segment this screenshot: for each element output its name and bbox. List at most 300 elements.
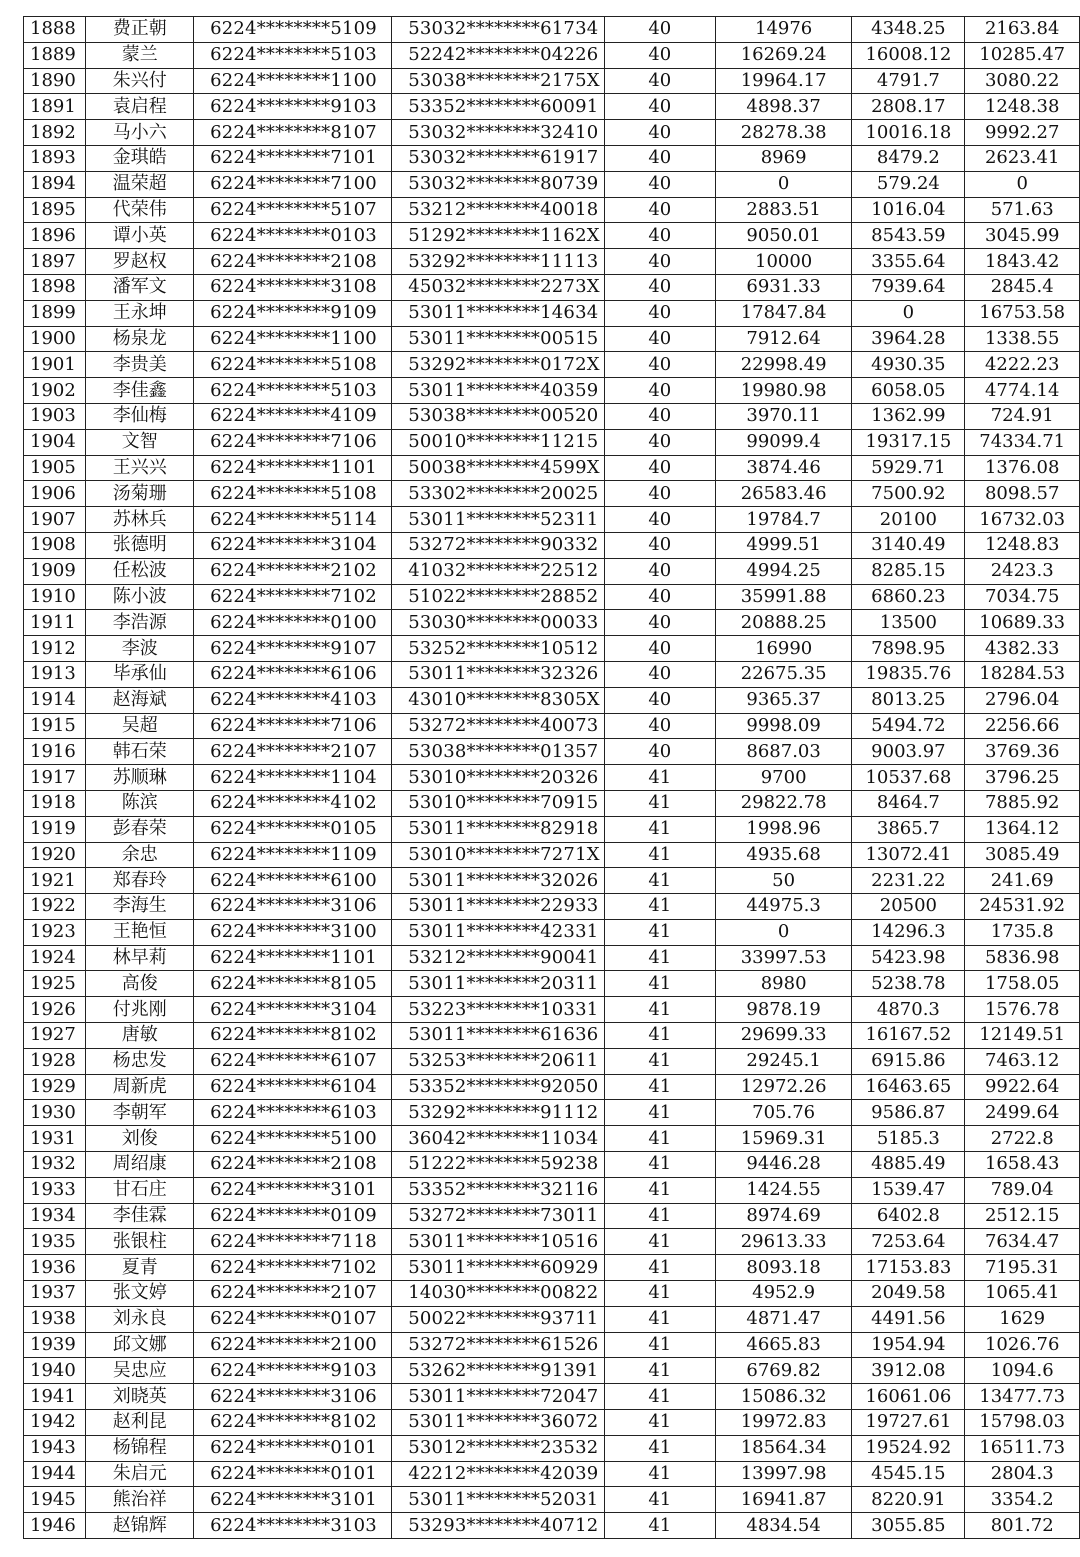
table-row (24, 1281, 1080, 1307)
cell-row-number: 1934 (24, 1203, 86, 1229)
cell-bank-card: 6224********2107 (194, 739, 392, 765)
cell-id-number: 53010********7271X (392, 842, 604, 868)
cell-group: 40 (604, 584, 715, 610)
cell-group: 40 (604, 429, 715, 455)
cell-name: 陈小波 (86, 584, 194, 610)
cell-row-number: 1923 (24, 919, 86, 945)
cell-group: 40 (604, 636, 715, 662)
cell-row-number: 1898 (24, 274, 86, 300)
table-row (24, 1048, 1080, 1074)
cell-group: 40 (604, 94, 715, 120)
cell-value-1: 16941.87 (715, 1487, 852, 1513)
cell-name: 蒙兰 (86, 42, 194, 68)
cell-value-3: 1248.38 (965, 94, 1080, 120)
cell-value-2: 4791.7 (852, 68, 965, 94)
cell-value-1: 22675.35 (715, 661, 852, 687)
cell-group: 40 (604, 558, 715, 584)
cell-name: 李佳霖 (86, 1203, 194, 1229)
cell-value-2: 16167.52 (852, 1023, 965, 1049)
cell-id-number: 53292********11113 (392, 249, 604, 275)
cell-name: 邱文娜 (86, 1332, 194, 1358)
cell-bank-card: 6224********7102 (194, 1255, 392, 1281)
cell-value-1: 16990 (715, 636, 852, 662)
cell-row-number: 1945 (24, 1487, 86, 1513)
cell-value-3: 74334.71 (965, 429, 1080, 455)
table-row (24, 1229, 1080, 1255)
cell-value-3: 24531.92 (965, 894, 1080, 920)
table-row (24, 1255, 1080, 1281)
cell-id-number: 53272********40073 (392, 713, 604, 739)
cell-name: 代荣伟 (86, 197, 194, 223)
cell-bank-card: 6224********0107 (194, 1306, 392, 1332)
cell-name: 张文婷 (86, 1281, 194, 1307)
cell-id-number: 36042********11034 (392, 1126, 604, 1152)
cell-row-number: 1896 (24, 223, 86, 249)
cell-bank-card: 6224********1101 (194, 455, 392, 481)
cell-name: 杨忠发 (86, 1048, 194, 1074)
cell-value-1: 33997.53 (715, 945, 852, 971)
table-row (24, 403, 1080, 429)
cell-group: 40 (604, 197, 715, 223)
cell-value-2: 8285.15 (852, 558, 965, 584)
cell-name: 杨锦程 (86, 1435, 194, 1461)
table-row (24, 532, 1080, 558)
table-row (24, 1203, 1080, 1229)
cell-value-1: 3874.46 (715, 455, 852, 481)
cell-id-number: 53272********61526 (392, 1332, 604, 1358)
cell-group: 40 (604, 17, 715, 43)
table-row (24, 326, 1080, 352)
cell-id-number: 51222********59238 (392, 1152, 604, 1178)
cell-name: 刘俊 (86, 1126, 194, 1152)
cell-value-2: 7500.92 (852, 481, 965, 507)
cell-bank-card: 6224********0101 (194, 1461, 392, 1487)
cell-id-number: 52242********04226 (392, 42, 604, 68)
cell-value-1: 13997.98 (715, 1461, 852, 1487)
table-body (24, 17, 1080, 1539)
cell-value-1: 8687.03 (715, 739, 852, 765)
cell-value-1: 9878.19 (715, 997, 852, 1023)
cell-group: 41 (604, 790, 715, 816)
cell-name: 李朝军 (86, 1100, 194, 1126)
cell-value-1: 26583.46 (715, 481, 852, 507)
table-row (24, 429, 1080, 455)
cell-row-number: 1924 (24, 945, 86, 971)
cell-value-1: 4871.47 (715, 1306, 852, 1332)
cell-value-3: 801.72 (965, 1513, 1080, 1539)
table-row (24, 378, 1080, 404)
cell-name: 王兴兴 (86, 455, 194, 481)
cell-value-3: 10689.33 (965, 610, 1080, 636)
cell-bank-card: 6224********9107 (194, 636, 392, 662)
table-row (24, 765, 1080, 791)
cell-value-2: 19317.15 (852, 429, 965, 455)
cell-value-2: 2808.17 (852, 94, 965, 120)
cell-value-2: 3912.08 (852, 1358, 965, 1384)
cell-bank-card: 6224********3106 (194, 1384, 392, 1410)
cell-id-number: 53252********10512 (392, 636, 604, 662)
table-row (24, 1152, 1080, 1178)
cell-value-2: 5238.78 (852, 971, 965, 997)
cell-row-number: 1909 (24, 558, 86, 584)
cell-value-1: 705.76 (715, 1100, 852, 1126)
table-row (24, 300, 1080, 326)
cell-group: 41 (604, 945, 715, 971)
cell-value-2: 7253.64 (852, 1229, 965, 1255)
table-row (24, 610, 1080, 636)
cell-bank-card: 6224********2100 (194, 1332, 392, 1358)
data-table (23, 16, 1080, 1539)
cell-id-number: 50010********11215 (392, 429, 604, 455)
cell-value-3: 2423.3 (965, 558, 1080, 584)
cell-value-3: 2845.4 (965, 274, 1080, 300)
table-row (24, 455, 1080, 481)
cell-group: 40 (604, 739, 715, 765)
cell-value-2: 14296.3 (852, 919, 965, 945)
cell-bank-card: 6224********1100 (194, 326, 392, 352)
cell-id-number: 53223********10331 (392, 997, 604, 1023)
cell-row-number: 1905 (24, 455, 86, 481)
cell-row-number: 1927 (24, 1023, 86, 1049)
cell-name: 郑春玲 (86, 868, 194, 894)
cell-value-1: 10000 (715, 249, 852, 275)
cell-value-1: 29245.1 (715, 1048, 852, 1074)
cell-group: 41 (604, 1332, 715, 1358)
cell-name: 唐敏 (86, 1023, 194, 1049)
cell-value-2: 8013.25 (852, 687, 965, 713)
cell-bank-card: 6224********3101 (194, 1487, 392, 1513)
cell-value-1: 4834.54 (715, 1513, 852, 1539)
cell-value-3: 789.04 (965, 1177, 1080, 1203)
cell-row-number: 1931 (24, 1126, 86, 1152)
table-row (24, 636, 1080, 662)
cell-value-1: 29822.78 (715, 790, 852, 816)
cell-bank-card: 6224********9103 (194, 1358, 392, 1384)
cell-value-1: 9446.28 (715, 1152, 852, 1178)
cell-bank-card: 6224********2108 (194, 1152, 392, 1178)
cell-id-number: 41032********22512 (392, 558, 604, 584)
cell-value-3: 1065.41 (965, 1281, 1080, 1307)
cell-value-3: 18284.53 (965, 661, 1080, 687)
cell-value-3: 1843.42 (965, 249, 1080, 275)
cell-row-number: 1930 (24, 1100, 86, 1126)
cell-group: 41 (604, 842, 715, 868)
cell-bank-card: 6224********2108 (194, 249, 392, 275)
cell-name: 韩石荣 (86, 739, 194, 765)
cell-group: 40 (604, 661, 715, 687)
cell-id-number: 53010********70915 (392, 790, 604, 816)
cell-row-number: 1917 (24, 765, 86, 791)
cell-id-number: 53011********14634 (392, 300, 604, 326)
cell-group: 41 (604, 1306, 715, 1332)
cell-value-2: 3355.64 (852, 249, 965, 275)
cell-bank-card: 6224********0103 (194, 223, 392, 249)
cell-id-number: 53032********61917 (392, 145, 604, 171)
table-row (24, 997, 1080, 1023)
cell-value-3: 0 (965, 171, 1080, 197)
cell-group: 40 (604, 687, 715, 713)
cell-bank-card: 6224********3104 (194, 532, 392, 558)
cell-group: 40 (604, 249, 715, 275)
cell-value-1: 8980 (715, 971, 852, 997)
table-row (24, 661, 1080, 687)
cell-row-number: 1908 (24, 532, 86, 558)
table-row (24, 945, 1080, 971)
cell-value-1: 9050.01 (715, 223, 852, 249)
cell-row-number: 1933 (24, 1177, 86, 1203)
cell-name: 张银柱 (86, 1229, 194, 1255)
cell-value-2: 1539.47 (852, 1177, 965, 1203)
table-row (24, 223, 1080, 249)
cell-bank-card: 6224********5107 (194, 197, 392, 223)
table-row (24, 249, 1080, 275)
cell-value-2: 10537.68 (852, 765, 965, 791)
cell-value-3: 1248.83 (965, 532, 1080, 558)
cell-name: 袁启程 (86, 94, 194, 120)
cell-name: 王艳恒 (86, 919, 194, 945)
cell-value-3: 16732.03 (965, 507, 1080, 533)
cell-id-number: 53302********20025 (392, 481, 604, 507)
cell-row-number: 1892 (24, 120, 86, 146)
cell-bank-card: 6224********3106 (194, 894, 392, 920)
cell-id-number: 53011********00515 (392, 326, 604, 352)
cell-value-1: 2883.51 (715, 197, 852, 223)
cell-value-2: 8464.7 (852, 790, 965, 816)
cell-group: 40 (604, 145, 715, 171)
cell-group: 41 (604, 1048, 715, 1074)
cell-value-3: 1094.6 (965, 1358, 1080, 1384)
cell-value-2: 7939.64 (852, 274, 965, 300)
cell-id-number: 53011********82918 (392, 816, 604, 842)
cell-bank-card: 6224********6103 (194, 1100, 392, 1126)
cell-id-number: 53011********72047 (392, 1384, 604, 1410)
cell-value-3: 3354.2 (965, 1487, 1080, 1513)
table-row (24, 481, 1080, 507)
cell-bank-card: 6224********1109 (194, 842, 392, 868)
cell-value-2: 6860.23 (852, 584, 965, 610)
cell-group: 40 (604, 455, 715, 481)
cell-group: 41 (604, 1203, 715, 1229)
cell-bank-card: 6224********4103 (194, 687, 392, 713)
cell-value-2: 19727.61 (852, 1410, 965, 1436)
cell-group: 40 (604, 713, 715, 739)
cell-bank-card: 6224********2107 (194, 1281, 392, 1307)
cell-id-number: 53011********42331 (392, 919, 604, 945)
table-row (24, 507, 1080, 533)
cell-bank-card: 6224********4102 (194, 790, 392, 816)
cell-row-number: 1943 (24, 1435, 86, 1461)
table-row (24, 713, 1080, 739)
cell-group: 40 (604, 378, 715, 404)
cell-id-number: 53011********32026 (392, 868, 604, 894)
table-row (24, 1461, 1080, 1487)
cell-bank-card: 6224********8102 (194, 1023, 392, 1049)
cell-name: 吴忠应 (86, 1358, 194, 1384)
cell-value-1: 4935.68 (715, 842, 852, 868)
cell-group: 41 (604, 919, 715, 945)
cell-id-number: 53011********40359 (392, 378, 604, 404)
cell-value-3: 16511.73 (965, 1435, 1080, 1461)
cell-value-1: 20888.25 (715, 610, 852, 636)
cell-id-number: 53262********91391 (392, 1358, 604, 1384)
cell-row-number: 1946 (24, 1513, 86, 1539)
cell-value-1: 6769.82 (715, 1358, 852, 1384)
cell-value-1: 1998.96 (715, 816, 852, 842)
cell-bank-card: 6224********6107 (194, 1048, 392, 1074)
cell-group: 41 (604, 816, 715, 842)
cell-group: 41 (604, 1023, 715, 1049)
cell-group: 41 (604, 971, 715, 997)
cell-value-2: 4491.56 (852, 1306, 965, 1332)
cell-name: 陈滨 (86, 790, 194, 816)
cell-value-1: 18564.34 (715, 1435, 852, 1461)
cell-id-number: 53010********20326 (392, 765, 604, 791)
cell-value-2: 16463.65 (852, 1074, 965, 1100)
cell-name: 赵锦辉 (86, 1513, 194, 1539)
cell-value-3: 1758.05 (965, 971, 1080, 997)
cell-id-number: 53011********60929 (392, 1255, 604, 1281)
cell-name: 李仙梅 (86, 403, 194, 429)
cell-id-number: 53038********00520 (392, 403, 604, 429)
cell-value-1: 12972.26 (715, 1074, 852, 1100)
cell-name: 潘军文 (86, 274, 194, 300)
cell-name: 文智 (86, 429, 194, 455)
cell-name: 赵海斌 (86, 687, 194, 713)
cell-group: 41 (604, 1255, 715, 1281)
cell-value-1: 4994.25 (715, 558, 852, 584)
cell-row-number: 1922 (24, 894, 86, 920)
cell-value-1: 6931.33 (715, 274, 852, 300)
cell-row-number: 1941 (24, 1384, 86, 1410)
cell-name: 周新虎 (86, 1074, 194, 1100)
cell-value-2: 9586.87 (852, 1100, 965, 1126)
cell-value-1: 1424.55 (715, 1177, 852, 1203)
cell-value-3: 4382.33 (965, 636, 1080, 662)
cell-value-2: 13500 (852, 610, 965, 636)
cell-value-2: 5185.3 (852, 1126, 965, 1152)
cell-value-1: 14976 (715, 17, 852, 43)
cell-bank-card: 6224********8102 (194, 1410, 392, 1436)
cell-row-number: 1911 (24, 610, 86, 636)
cell-value-1: 35991.88 (715, 584, 852, 610)
cell-row-number: 1920 (24, 842, 86, 868)
cell-value-2: 8543.59 (852, 223, 965, 249)
cell-row-number: 1935 (24, 1229, 86, 1255)
cell-value-3: 3080.22 (965, 68, 1080, 94)
cell-value-3: 3045.99 (965, 223, 1080, 249)
table-row (24, 971, 1080, 997)
table-row (24, 274, 1080, 300)
cell-value-2: 5494.72 (852, 713, 965, 739)
cell-group: 41 (604, 1152, 715, 1178)
cell-group: 41 (604, 1229, 715, 1255)
cell-value-3: 10285.47 (965, 42, 1080, 68)
cell-bank-card: 6224********6104 (194, 1074, 392, 1100)
cell-row-number: 1902 (24, 378, 86, 404)
cell-bank-card: 6224********7106 (194, 429, 392, 455)
cell-bank-card: 6224********5100 (194, 1126, 392, 1152)
cell-id-number: 43010********8305X (392, 687, 604, 713)
cell-bank-card: 6224********7101 (194, 145, 392, 171)
cell-bank-card: 6224********5103 (194, 378, 392, 404)
cell-bank-card: 6224********3108 (194, 274, 392, 300)
cell-name: 张德明 (86, 532, 194, 558)
table-row (24, 1410, 1080, 1436)
cell-name: 朱启元 (86, 1461, 194, 1487)
cell-value-2: 9003.97 (852, 739, 965, 765)
cell-bank-card: 6224********5108 (194, 481, 392, 507)
cell-row-number: 1893 (24, 145, 86, 171)
cell-group: 40 (604, 223, 715, 249)
cell-value-2: 3140.49 (852, 532, 965, 558)
cell-group: 41 (604, 1074, 715, 1100)
cell-id-number: 14030********00822 (392, 1281, 604, 1307)
cell-name: 刘永良 (86, 1306, 194, 1332)
cell-value-1: 28278.38 (715, 120, 852, 146)
cell-value-2: 4870.3 (852, 997, 965, 1023)
cell-value-2: 1016.04 (852, 197, 965, 223)
cell-name: 李浩源 (86, 610, 194, 636)
cell-group: 41 (604, 1410, 715, 1436)
cell-id-number: 51292********1162X (392, 223, 604, 249)
cell-group: 41 (604, 1513, 715, 1539)
cell-name: 李佳鑫 (86, 378, 194, 404)
cell-value-3: 7885.92 (965, 790, 1080, 816)
cell-value-1: 50 (715, 868, 852, 894)
cell-group: 40 (604, 403, 715, 429)
cell-row-number: 1897 (24, 249, 86, 275)
table-row (24, 1177, 1080, 1203)
cell-row-number: 1890 (24, 68, 86, 94)
table-row (24, 1487, 1080, 1513)
cell-id-number: 53352********92050 (392, 1074, 604, 1100)
cell-value-3: 2163.84 (965, 17, 1080, 43)
cell-row-number: 1926 (24, 997, 86, 1023)
cell-value-3: 2512.15 (965, 1203, 1080, 1229)
cell-group: 41 (604, 765, 715, 791)
cell-value-3: 9922.64 (965, 1074, 1080, 1100)
cell-group: 40 (604, 507, 715, 533)
cell-group: 41 (604, 1358, 715, 1384)
cell-bank-card: 6224********3103 (194, 1513, 392, 1539)
cell-value-2: 6402.8 (852, 1203, 965, 1229)
cell-value-1: 29699.33 (715, 1023, 852, 1049)
cell-group: 41 (604, 1487, 715, 1513)
cell-id-number: 53212********90041 (392, 945, 604, 971)
table-row (24, 17, 1080, 43)
cell-value-1: 0 (715, 171, 852, 197)
cell-value-1: 15086.32 (715, 1384, 852, 1410)
cell-value-2: 20100 (852, 507, 965, 533)
cell-value-1: 16269.24 (715, 42, 852, 68)
table-row (24, 558, 1080, 584)
table-row (24, 687, 1080, 713)
cell-name: 李海生 (86, 894, 194, 920)
cell-value-3: 1658.43 (965, 1152, 1080, 1178)
cell-bank-card: 6224********2102 (194, 558, 392, 584)
cell-value-1: 9700 (715, 765, 852, 791)
cell-value-2: 19835.76 (852, 661, 965, 687)
cell-name: 李波 (86, 636, 194, 662)
cell-id-number: 53292********0172X (392, 352, 604, 378)
cell-group: 41 (604, 1461, 715, 1487)
cell-id-number: 53011********10516 (392, 1229, 604, 1255)
table-row (24, 1100, 1080, 1126)
cell-value-3: 241.69 (965, 868, 1080, 894)
cell-bank-card: 6224********3100 (194, 919, 392, 945)
cell-group: 40 (604, 326, 715, 352)
cell-row-number: 1929 (24, 1074, 86, 1100)
